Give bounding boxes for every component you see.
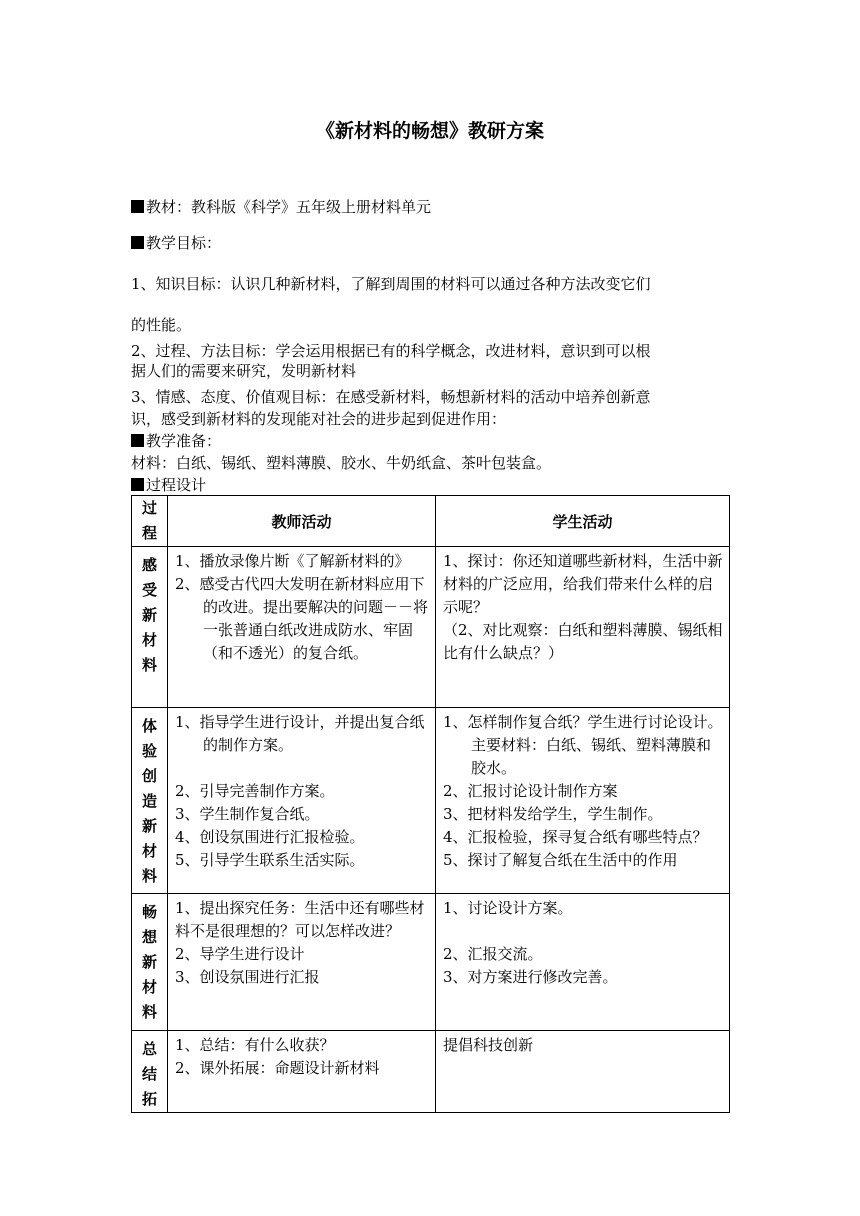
table-row — [132, 894, 730, 1031]
process-heading — [131, 474, 731, 496]
stage-cell — [132, 708, 168, 894]
goal-1-line-2: 的性能。 — [131, 316, 192, 334]
student-item: 5、探讨了解复合纸在生活中的作用 — [443, 851, 678, 869]
stage-char: 拓 — [141, 1090, 157, 1108]
student-item: 1、讨论设计方案。 — [443, 899, 573, 917]
goals-heading — [131, 232, 731, 254]
goal-2-line-2: 据人们的需要来研究，发明新材料 — [131, 362, 357, 380]
prep-heading-text: 教学准备： — [146, 432, 222, 450]
teacher-item: 2、引导完善制作方案。 — [175, 782, 335, 800]
teacher-item: 1、总结：有什么收获？ — [175, 1036, 335, 1054]
stage-char: 料 — [141, 867, 157, 885]
teacher-item: 1、播放录像片断《了解新材料的》 — [175, 552, 410, 570]
stage-cell — [132, 894, 168, 1031]
process-table — [131, 495, 730, 1113]
stage-char: 体 — [141, 717, 157, 735]
table-row — [132, 708, 730, 894]
teacher-item: 3、学生制作复合纸。 — [175, 805, 320, 823]
teacher-activity-cell — [168, 1031, 436, 1113]
document-title: 《新材料的畅想》教研方案 — [315, 120, 544, 142]
spacer — [443, 920, 725, 943]
header-student-cell: 学生活动 — [436, 496, 730, 547]
teacher-activity-cell — [168, 708, 436, 894]
goals-heading-text: 教学目标： — [146, 234, 222, 252]
student-activity-cell — [436, 547, 730, 708]
stage-char: 验 — [141, 742, 157, 760]
stage-char: 总 — [141, 1040, 157, 1058]
teacher-item: 3、创设氛围进行汇报 — [175, 968, 320, 986]
student-item: 2、汇报交流。 — [443, 945, 543, 963]
stage-char: 受 — [141, 581, 157, 599]
spacer — [175, 757, 431, 780]
prep-heading — [131, 430, 731, 452]
student-item: （2、对比观察：白纸和塑料薄膜、锡纸相比有什么缺点？） — [443, 621, 723, 662]
textbook-text: 教材：教科版《科学》五年级上册材料单元 — [146, 198, 432, 216]
stage-char: 材 — [141, 631, 157, 649]
stage-char: 料 — [141, 1003, 157, 1021]
header-stage-cell — [132, 496, 168, 547]
teacher-item: 5、引导学生联系生活实际。 — [175, 851, 365, 869]
student-item: 1、怎样制作复合纸？学生进行讨论设计。主要材料：白纸、锡纸、塑料薄膜和胶水。 — [443, 713, 723, 777]
student-item: 1、探讨：你还知道哪些新材料，生活中新材料的广泛应用，给我们带来什么样的启示呢？ — [443, 552, 723, 616]
stage-char: 新 — [141, 953, 157, 971]
teacher-activity-cell — [168, 547, 436, 708]
goal-2-line-1: 2、过程、方法目标：学会运用根据已有的科学概念，改进材料，意识到可以根 — [131, 342, 651, 360]
stage-char: 造 — [141, 792, 157, 810]
square-bullet-icon — [131, 236, 144, 249]
student-item: 4、汇报检验，探寻复合纸有哪些特点？ — [443, 828, 708, 846]
goal-3-line-1: 3、情感、态度、价值观目标：在感受新材料，畅想新材料的活动中培养创新意 — [131, 388, 651, 406]
stage-char: 畅 — [141, 903, 157, 921]
student-activity-cell — [436, 894, 730, 1031]
student-activity-cell — [436, 708, 730, 894]
table-row — [132, 547, 730, 708]
table-row — [132, 1031, 730, 1113]
stage-cell — [132, 1031, 168, 1113]
stage-char: 材 — [141, 842, 157, 860]
header-stage-char: 过 — [141, 499, 157, 517]
stage-char: 新 — [141, 817, 157, 835]
header-stage-char: 程 — [141, 524, 157, 542]
square-bullet-icon — [131, 434, 144, 447]
stage-char: 创 — [141, 767, 157, 785]
stage-char: 感 — [141, 556, 157, 574]
student-activity-cell — [436, 1031, 730, 1113]
stage-char: 料 — [141, 656, 157, 674]
teacher-item: 2、导学生进行设计 — [175, 945, 305, 963]
stage-char: 材 — [141, 978, 157, 996]
student-item: 3、对方案进行修改完善。 — [443, 968, 618, 986]
stage-cell — [132, 547, 168, 708]
materials-line: 材料：白纸、锡纸、塑料薄膜、胶水、牛奶纸盒、茶叶包装盒。 — [131, 454, 552, 472]
stage-char: 想 — [141, 928, 157, 946]
teacher-item: 2、课外拓展：命题设计新材料 — [175, 1059, 380, 1077]
student-item: 3、把材料发给学生，学生制作。 — [443, 805, 663, 823]
teacher-item: 2、感受古代四大发明在新材料应用下的改进。提出要解决的问题－－将一张普通白纸改进成防水、牢固（和不透光）的复合纸。 — [175, 575, 429, 662]
teacher-activity-cell — [168, 894, 436, 1031]
textbook-line — [131, 196, 731, 218]
student-item: 提倡科技创新 — [443, 1036, 534, 1054]
stage-char: 新 — [141, 606, 157, 624]
teacher-item: 4、创设氛围进行汇报检验。 — [175, 828, 365, 846]
header-teacher-cell: 教师活动 — [168, 496, 436, 547]
square-bullet-icon — [131, 478, 144, 491]
goal-1-line-1: 1、知识目标：认识几种新材料，了解到周围的材料可以通过各种方法改变它们 — [131, 275, 651, 293]
process-heading-text: 过程设计 — [146, 476, 207, 494]
teacher-item: 1、指导学生进行设计，并提出复合纸的制作方案。 — [175, 713, 425, 754]
table-header-row — [132, 496, 730, 547]
goal-3-line-2: 识，感受到新材料的发现能对社会的进步起到促进作用： — [131, 410, 507, 428]
stage-char: 结 — [141, 1065, 157, 1083]
teacher-item: 1、提出探究任务：生活中还有哪些材料不是很理想的？可以怎样改进？ — [175, 899, 425, 940]
student-item: 2、汇报讨论设计制作方案 — [443, 782, 618, 800]
square-bullet-icon — [131, 200, 144, 213]
